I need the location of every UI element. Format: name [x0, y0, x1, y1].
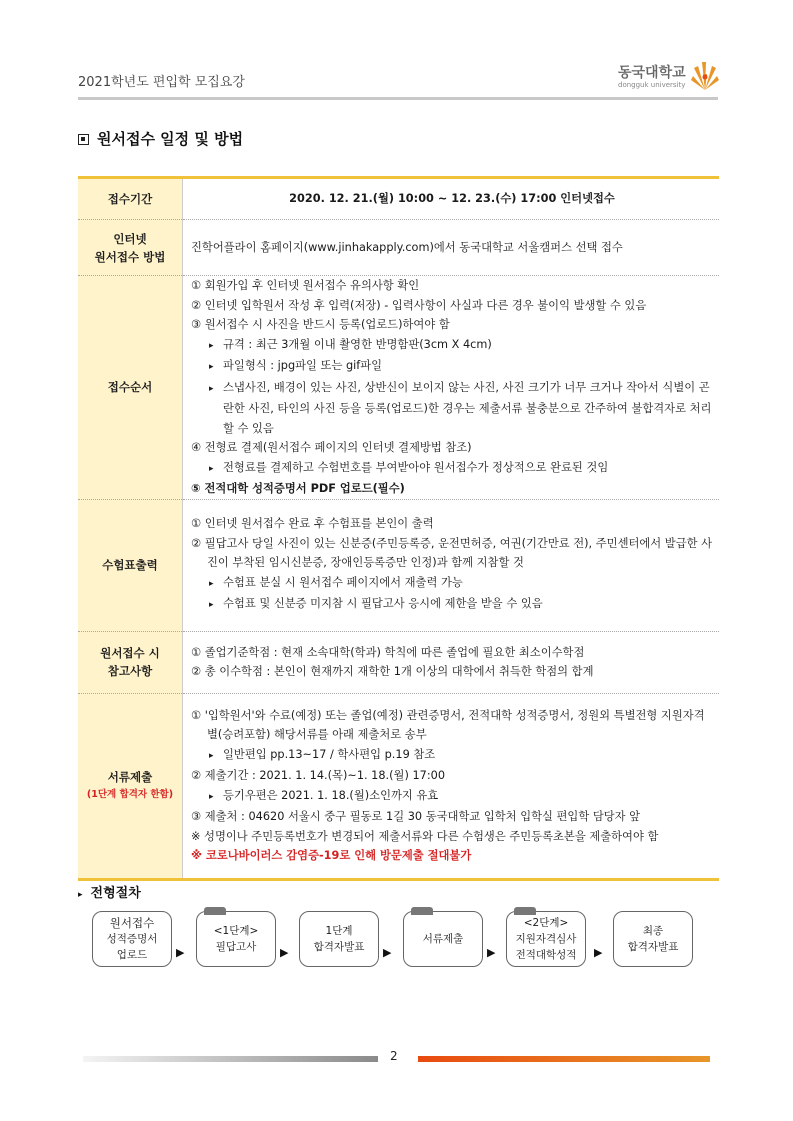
row-method: [78, 220, 719, 276]
procedure-content: [183, 276, 720, 500]
section-title: [78, 128, 243, 149]
step-2-line-2: 필답고사: [215, 941, 257, 953]
triangle-bullet-icon: ▸: [78, 890, 83, 900]
step-first-results: [299, 911, 379, 967]
reference-label-line1: 원서접수 시: [100, 646, 160, 660]
step-1-line-2: 성적증명서: [106, 933, 158, 945]
schedule-label: 접수기간: [78, 178, 183, 220]
documents-item-3: ③ 제출처 : 04620 서울시 중구 필동로 1길 30 동국대학교 입학처 입학실 편입학 담당자 앞: [191, 810, 641, 823]
photo-size-rule: ▸ 규격 : 최근 3개월 이내 촬영한 반명함판(3cm X 4cm): [191, 335, 713, 357]
footer-bar-right: [418, 1056, 710, 1062]
reference-item-2: ② 총 이수학점 : 본인이 현재까지 재학한 1개 이상의 대학에서 취득한 학점의 합계: [191, 665, 594, 678]
process-title-text: 전형절차: [90, 886, 141, 901]
header-title: 2021학년도 편입학 모집요강: [78, 75, 245, 90]
documents-content: [183, 693, 720, 879]
documents-reference-pages: ▸ 일반편입 pp.13~17 / 학사편입 p.19 참조: [191, 745, 713, 767]
row-reference: [78, 631, 719, 693]
documents-item-1: ① '입학원서'와 수료(예정) 또는 졸업(예정) 관련증명서, 전적대학 성적증명서, 정원외 특별전형 지원자격별(승려포함) 해당서류를 아래 제출처로 송부: [191, 708, 705, 741]
ticket-missing-note: ▸ 수험표 및 신분증 미지참 시 필답고사 응시에 제한을 받을 수 있음: [191, 594, 713, 616]
university-logo: [618, 60, 718, 96]
ticket-step-2: ② 필답고사 당일 사진이 있는 신분증(주민등록증, 운전면허증, 여권(기간만료 전), 주민센터에서 발급한 사진이 부착된 임시신분증, 장애인등록증만 인정)과 함께 지참할 것: [191, 536, 713, 570]
documents-item-2: ② 제출기간 : 2021. 1. 14.(목)~1. 18.(월) 17:00: [191, 769, 446, 782]
logo-korean: 동국대학교: [618, 65, 686, 81]
step-6-line-1: 최종: [642, 925, 664, 937]
process-title: [78, 882, 141, 901]
step-5-line-2: 지원자격심사: [515, 933, 577, 945]
method-label: [78, 220, 183, 276]
logo-flame-icon: [691, 60, 719, 90]
step-3-line-1: 1단계: [325, 925, 353, 937]
arrow-icon: ▶: [176, 946, 185, 959]
method-label-line1: 인터넷: [113, 231, 147, 246]
payment-note: ▸ 전형료를 결제하고 수험번호를 부여받아야 원서접수가 정상적으로 완료된 것임: [191, 458, 713, 480]
section-title-text: 원서접수 일정 및 방법: [97, 130, 244, 148]
procedure-step-4: ④ 전형료 결제(원서접수 페이지의 인터넷 결제방법 참조): [191, 441, 472, 454]
schedule-text: 2020. 12. 21.(월) 10:00 ~ 12. 23.(수) 17:00 인터넷접수: [289, 192, 615, 206]
reference-content: [183, 631, 720, 693]
arrow-icon: ▶: [487, 946, 496, 959]
reference-item-1: ① 졸업기준학점 : 현재 소속대학(학과) 학칙에 따른 졸업에 필요한 최소이수학점: [191, 645, 585, 659]
step-final-results: [613, 911, 693, 967]
documents-name-change-note: ※ 성명이나 주민등록번호가 변경되어 제출서류와 다른 수험생은 주민등록초본을 제출하여야 함: [191, 829, 659, 843]
step-4-line-1: 서류제출: [422, 933, 464, 945]
ticket-label: 수험표출력: [78, 499, 183, 631]
schedule-content: [183, 178, 720, 220]
step-3-line-2: 합격자발표: [313, 941, 365, 953]
documents-mail-note: ▸ 등기우편은 2021. 1. 18.(월)소인까지 유효: [191, 786, 713, 808]
process-flow: [92, 911, 712, 971]
procedure-step-5: ⑤ 전적대학 성적증명서 PDF 업로드(필수): [191, 482, 405, 495]
procedure-label: 접수순서: [78, 276, 183, 500]
step-written-exam: [196, 911, 276, 967]
documents-label-text: 서류제출: [107, 769, 153, 784]
footer-bar-left: [83, 1056, 378, 1062]
row-schedule: [78, 178, 719, 220]
reference-label-line2: 참고사항: [107, 664, 153, 678]
photo-rejection-rule: ▸ 스냅사진, 배경이 있는 사진, 상반신이 보이지 않는 사진, 사진 크기가 너무 크거나 작아서 식별이 곤란한 사진, 타인의 사진 등을 등록(업로드)한 경우는 제출서류 불충분으로 간주하여 불합격자로 처리할 수 있음: [191, 378, 713, 439]
header-divider: [78, 97, 718, 100]
row-documents: [78, 693, 719, 879]
documents-label: [78, 693, 183, 879]
procedure-step-3: ③ 원서접수 시 사진을 반드시 등록(업로드)하여야 함: [191, 318, 450, 331]
arrow-icon: ▶: [280, 946, 289, 959]
logo-english: dongguk university: [618, 81, 686, 89]
documents-label-note: (1단계 합격자 한함): [86, 788, 174, 800]
arrow-icon: ▶: [594, 946, 603, 959]
reference-label: [78, 631, 183, 693]
step-1-line-1: 원서접수: [109, 916, 155, 930]
method-label-line2: 원서접수 방법: [94, 249, 166, 264]
step-application: [92, 911, 172, 967]
application-table: [78, 176, 719, 881]
photo-format-rule: ▸ 파일형식 : jpg파일 또는 gif파일: [191, 356, 713, 378]
step-6-line-2: 합격자발표: [627, 941, 679, 953]
method-content: [183, 220, 720, 276]
row-procedure: [78, 276, 719, 500]
step-2-line-1: <1단계>: [213, 925, 259, 937]
arrow-icon: ▶: [383, 946, 392, 959]
step-qualification-review: [506, 911, 586, 967]
ticket-content: [183, 499, 720, 631]
step-5-line-3: 전적대학성적: [515, 949, 577, 961]
step-1-line-3: 업로드: [116, 949, 148, 961]
step-5-line-1: <2단계>: [523, 917, 569, 929]
step-document-submission: [403, 911, 483, 967]
method-text: 진학어플라이 홈페이지(www.jinhakapply.com)에서 동국대학교 서울캠퍼스 선택 접수: [191, 240, 623, 254]
page-number: 2: [390, 1049, 398, 1063]
procedure-step-1: ① 회원가입 후 인터넷 원서접수 유의사항 확인: [191, 279, 420, 292]
row-ticket: [78, 499, 719, 631]
ticket-reprint-note: ▸ 수험표 분실 시 원서접수 페이지에서 재출력 가능: [191, 573, 713, 595]
documents-covid-note: ※ 코로나바이러스 감염증-19로 인해 방문제출 절대불가: [191, 849, 472, 862]
procedure-step-2: ② 인터넷 입학원서 작성 후 입력(저장) - 입력사항이 사실과 다른 경우 불이익 발생할 수 있음: [191, 298, 647, 312]
tab-marker: [411, 907, 433, 915]
tab-marker: [514, 907, 536, 915]
ticket-step-1: ① 인터넷 원서접수 완료 후 수험표를 본인이 출력: [191, 517, 434, 531]
tab-marker: [204, 907, 226, 915]
square-bullet-icon: [78, 134, 89, 145]
